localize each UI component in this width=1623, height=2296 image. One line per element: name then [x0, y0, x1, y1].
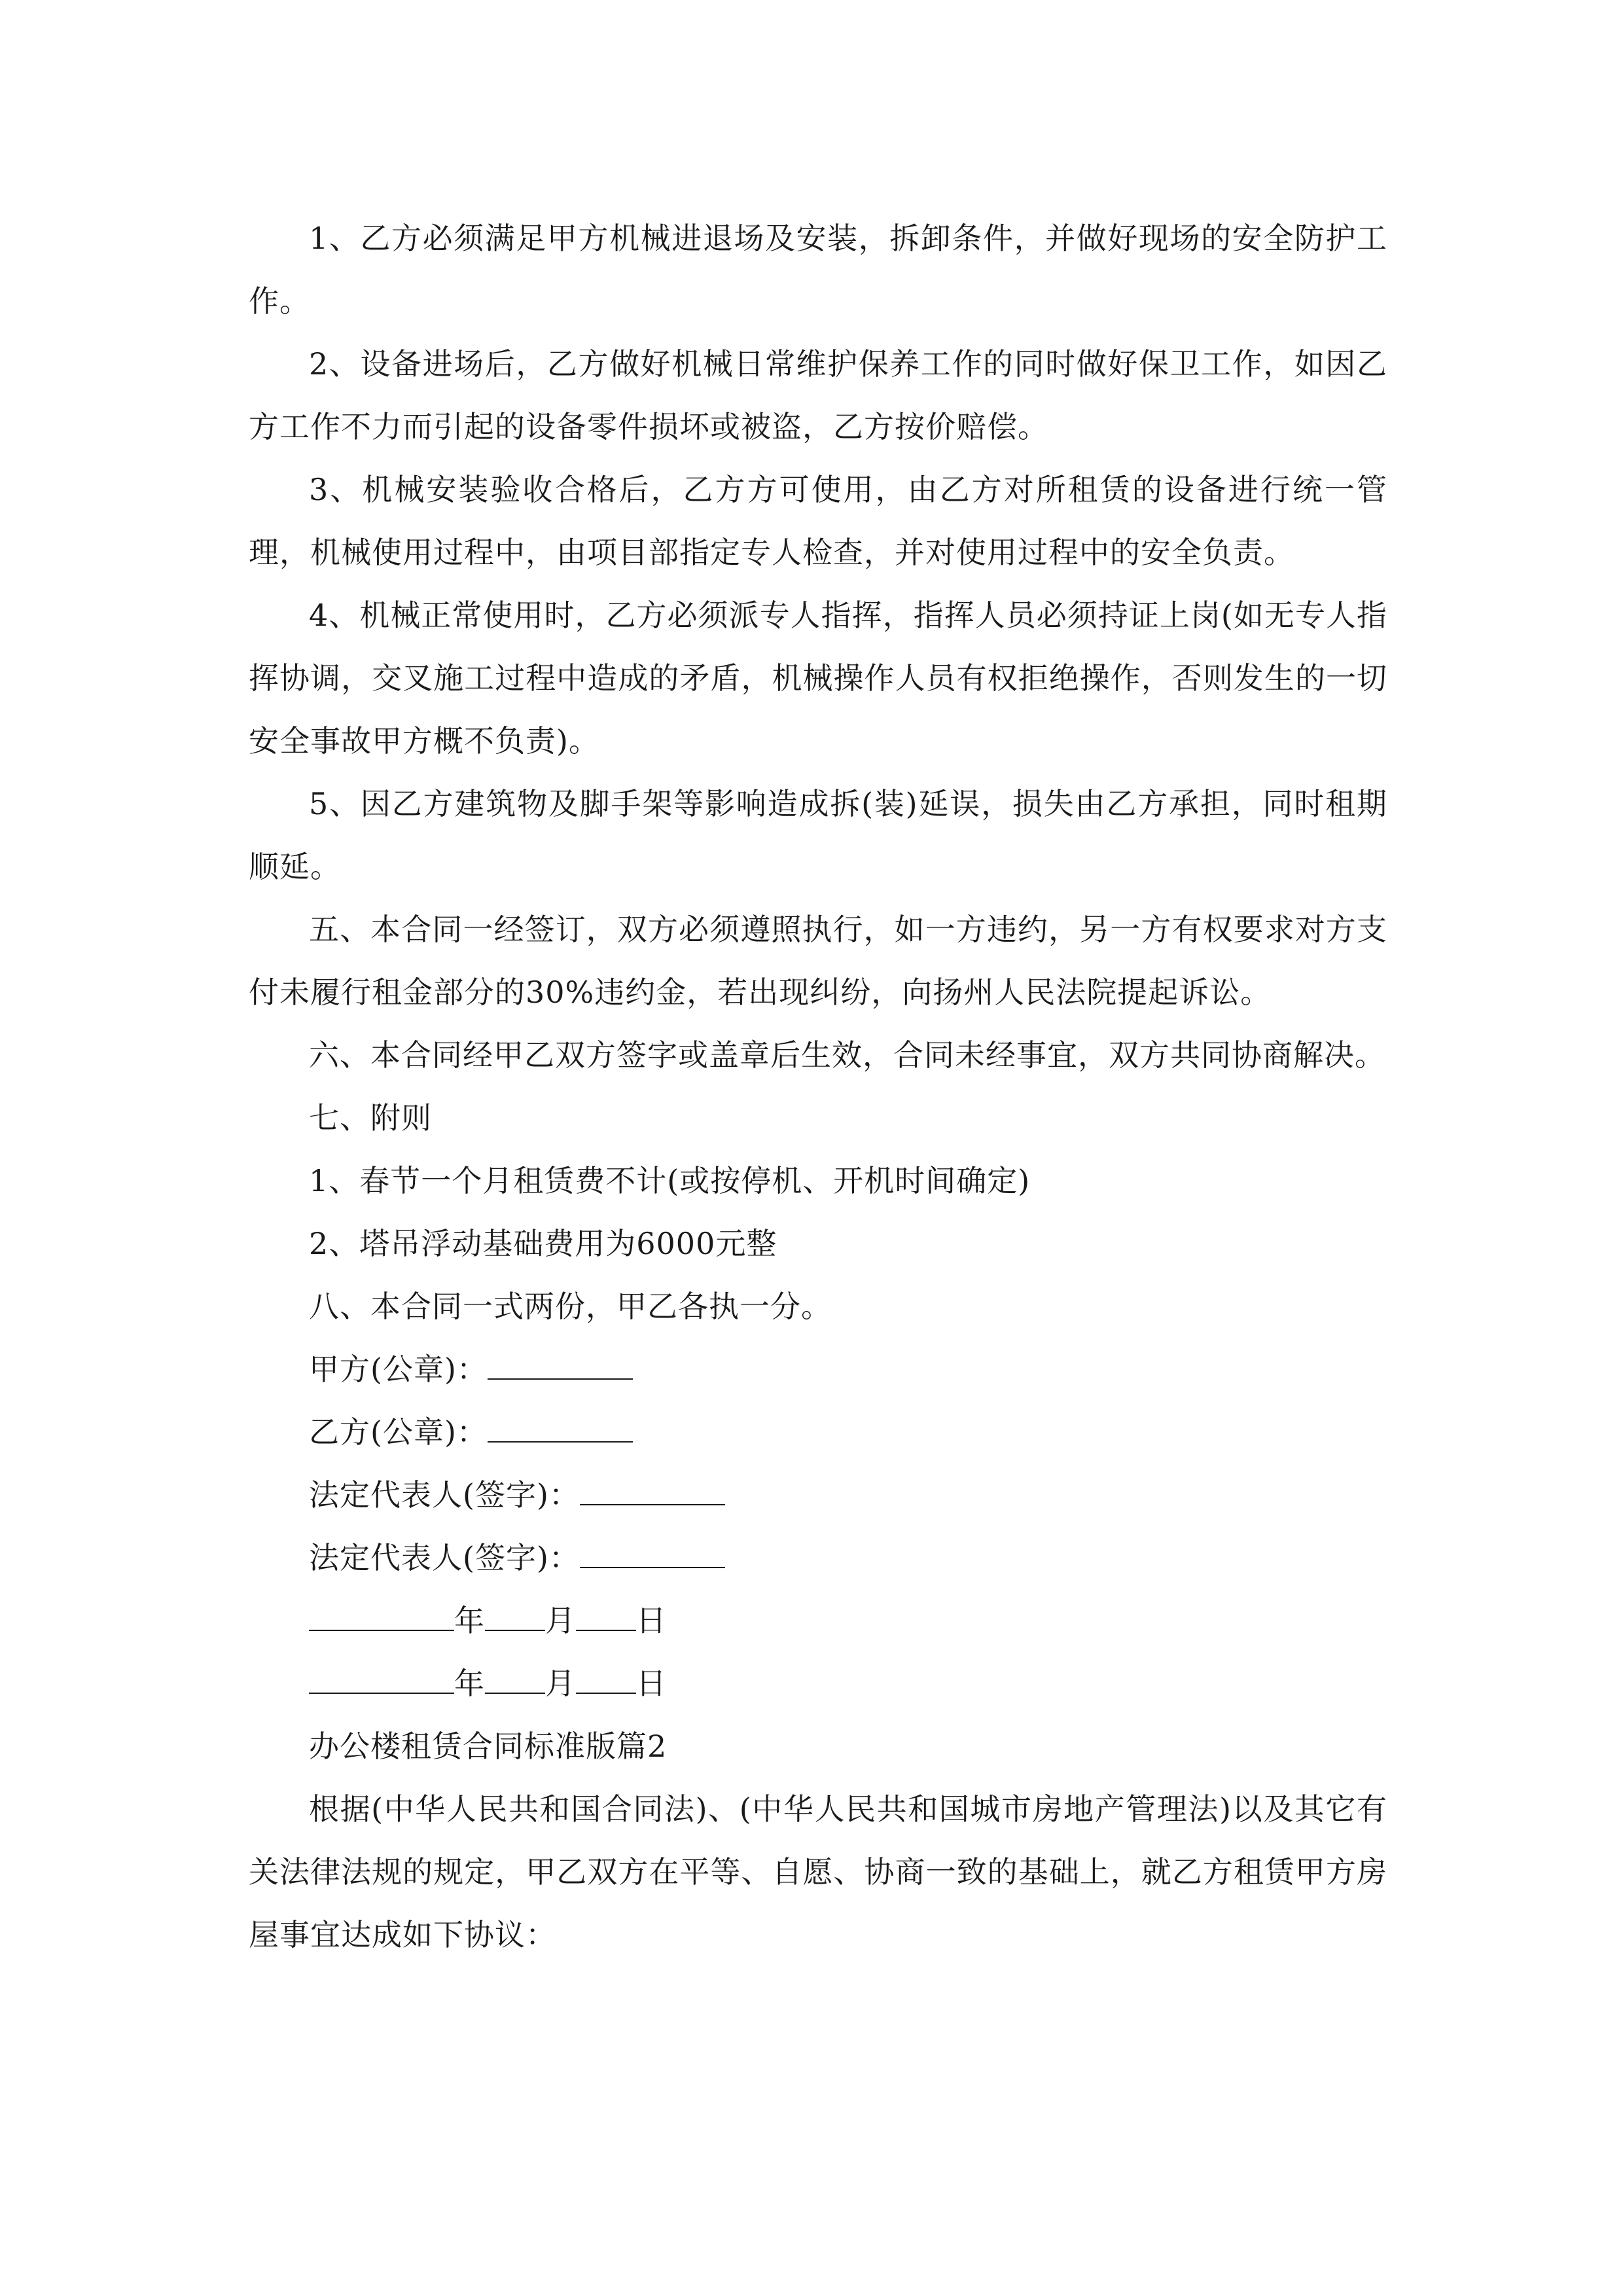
- clause-paragraph: 3、机械安装验收合格后，乙方方可使用，由乙方对所租赁的设备进行统一管理，机械使用过程中，由项目部指定专人检查，并对使用过程中的安全负责。: [249, 472, 1387, 570]
- appendix-item: 1、春节一个月租赁费不计(或按停机、开机时间确定): [309, 1163, 1031, 1198]
- year-blank[interactable]: [309, 1604, 454, 1631]
- year-blank[interactable]: [309, 1666, 454, 1694]
- party-b-seal-line: [249, 1401, 1387, 1463]
- party-a-seal-label: 甲方(公章)：: [309, 1352, 488, 1387]
- copies-clause: 八、本合同一式两份，甲乙各执一分。: [309, 1289, 832, 1324]
- clause-paragraph: 六、本合同经甲乙双方签字或盖章后生效，合同未经事宜，双方共同协商解决。: [309, 1037, 1385, 1073]
- clause-paragraph: 1、乙方必须满足甲方机械进退场及安装，拆卸条件，并做好现场的安全防护工作。: [249, 221, 1387, 319]
- date-line-2: [249, 1652, 1387, 1715]
- year-label: 年: [454, 1603, 485, 1638]
- party-a-seal-blank[interactable]: [488, 1352, 633, 1380]
- day-blank[interactable]: [576, 1604, 636, 1631]
- clause-paragraph: 2、设备进场后，乙方做好机械日常维护保养工作的同时做好保卫工作，如因乙方工作不力而引起的设备零件损坏或被盗，乙方按价赔偿。: [249, 346, 1387, 444]
- party-b-seal-label: 乙方(公章)：: [309, 1414, 488, 1450]
- legal-rep-line-1: [249, 1463, 1387, 1526]
- legal-rep-blank-1[interactable]: [580, 1478, 725, 1505]
- year-label: 年: [454, 1666, 485, 1701]
- legal-rep-label-1: 法定代表人(签字)：: [309, 1477, 580, 1513]
- clause-paragraph: 5、因乙方建筑物及脚手架等影响造成拆(装)延误，损失由乙方承担，同时租期顺延。: [249, 786, 1387, 884]
- legal-rep-line-2: [249, 1526, 1387, 1589]
- date-line-1: [249, 1589, 1387, 1652]
- clause-paragraph: 4、机械正常使用时，乙方必须派专人指挥，指挥人员必须持证上岗(如无专人指挥协调，交叉施工过程中造成的矛盾，机械操作人员有权拒绝操作，否则发生的一切安全事故甲方概不负责)。: [249, 598, 1387, 759]
- party-a-seal-line: [249, 1338, 1387, 1401]
- legal-rep-blank-2[interactable]: [580, 1541, 725, 1568]
- day-label: 日: [636, 1603, 667, 1638]
- document-body: [249, 207, 1387, 1966]
- month-blank[interactable]: [485, 1666, 545, 1694]
- month-label: 月: [545, 1666, 576, 1701]
- section-title: 办公楼租赁合同标准版篇2: [309, 1729, 668, 1764]
- day-label: 日: [636, 1666, 667, 1701]
- day-blank[interactable]: [576, 1666, 636, 1694]
- legal-rep-label-2: 法定代表人(签字)：: [309, 1540, 580, 1575]
- clause-paragraph: 五、本合同一经签订，双方必须遵照执行，如一方违约，另一方有权要求对方支付未履行租金部分的30%违约金，若出现纠纷，向扬州人民法院提起诉讼。: [249, 912, 1387, 1010]
- appendix-item: 2、塔吊浮动基础费用为6000元整: [309, 1226, 777, 1261]
- month-label: 月: [545, 1603, 576, 1638]
- party-b-seal-blank[interactable]: [488, 1415, 633, 1443]
- appendix-heading: 七、附则: [309, 1100, 432, 1136]
- month-blank[interactable]: [485, 1604, 545, 1631]
- intro-paragraph: 根据(中华人民共和国合同法)、(中华人民共和国城市房地产管理法)以及其它有关法律法规的规定，甲乙双方在平等、自愿、协商一致的基础上，就乙方租赁甲方房屋事宜达成如下协议：: [249, 1791, 1387, 1952]
